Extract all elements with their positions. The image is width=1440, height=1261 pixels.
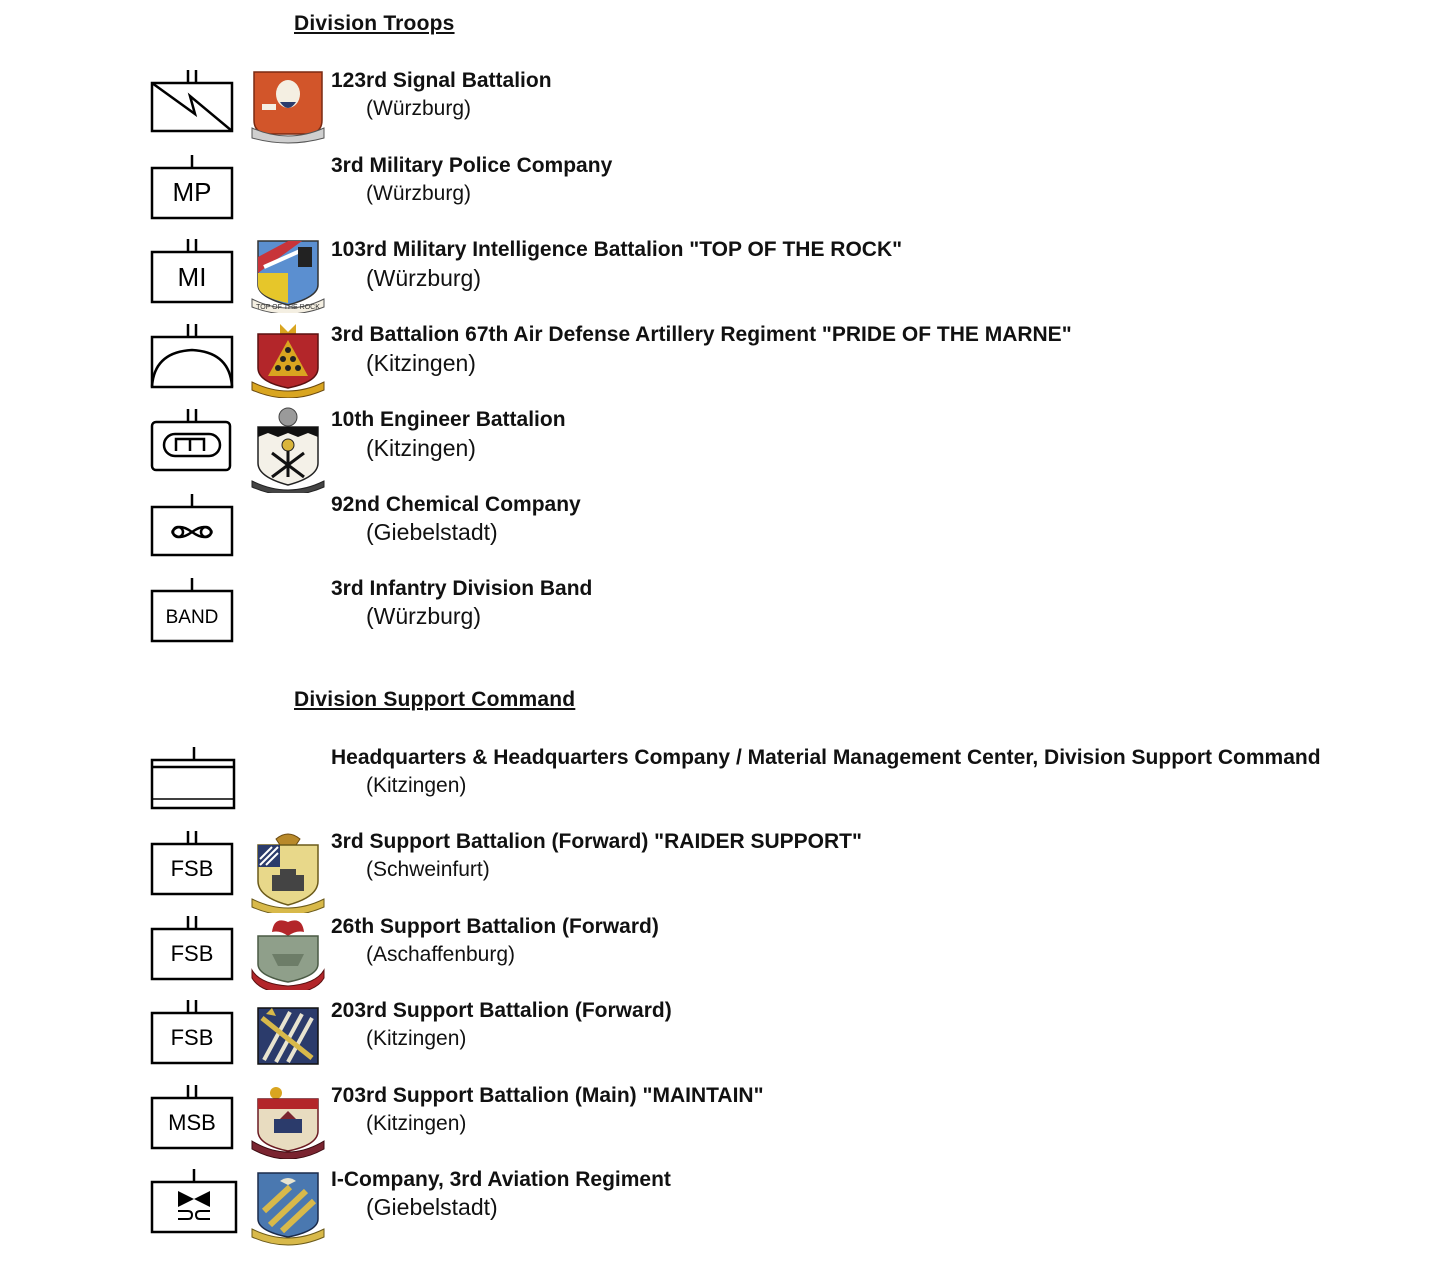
unit-row — [0, 407, 1440, 487]
unit-row — [0, 237, 1440, 317]
unit-location: (Giebelstadt) — [366, 519, 498, 545]
section-heading-division-support-command: Division Support Command — [294, 688, 576, 711]
unit-row — [0, 153, 1440, 233]
unit-location: (Kitzingen) — [366, 350, 476, 376]
section-heading-division-troops: Division Troops — [294, 12, 455, 35]
unit-row — [0, 914, 1440, 994]
unit-row — [0, 576, 1440, 656]
unit-name: 703rd Support Battalion (Main) "MAINTAIN" — [331, 1084, 764, 1107]
signal-battalion-symbol — [150, 68, 240, 148]
unit-name: 3rd Support Battalion (Forward) "RAIDER SUPPORT" — [331, 830, 862, 853]
unit-row — [0, 1167, 1440, 1247]
svg-text:MSB: MSB — [168, 1110, 216, 1135]
unit-name: Headquarters & Headquarters Company / Material Management Center, Division Support Command — [331, 746, 1321, 769]
unit-row — [0, 68, 1440, 148]
signal-battalion-crest-icon — [250, 68, 326, 148]
unit-location: (Kitzingen) — [366, 435, 476, 461]
unit-name: 3rd Battalion 67th Air Defense Artillery Regiment "PRIDE OF THE MARNE" — [331, 323, 1072, 346]
unit-name: 103rd Military Intelligence Battalion "TOP OF THE ROCK" — [331, 238, 903, 261]
svg-text:TOP OF THE ROCK: TOP OF THE ROCK — [256, 304, 320, 311]
unit-name: 123rd Signal Battalion — [331, 69, 552, 92]
svg-text:MP: MP — [172, 177, 212, 207]
forward-support-battalion-symbol — [150, 829, 240, 909]
unit-name: 3rd Military Police Company — [331, 154, 613, 177]
unit-location: (Würzburg) — [366, 182, 472, 205]
military-intelligence-battalion-symbol — [150, 237, 240, 317]
unit-location: (Schweinfurt) — [366, 858, 490, 881]
unit-location: (Giebelstadt) — [366, 1194, 498, 1220]
engineer-battalion-symbol — [150, 407, 240, 487]
unit-location: (Kitzingen) — [366, 774, 467, 797]
unit-row — [0, 745, 1440, 825]
svg-text:BAND: BAND — [165, 607, 219, 628]
engineer-battalion-crest-icon — [250, 407, 326, 487]
unit-location: (Aschaffenburg) — [366, 943, 516, 966]
forward-support-battalion-symbol — [150, 998, 240, 1078]
703rd-support-battalion-crest-icon — [250, 1083, 326, 1163]
unit-name: 3rd Infantry Division Band — [331, 577, 593, 600]
unit-row — [0, 829, 1440, 909]
air-defense-artillery-crest-icon — [250, 322, 326, 402]
svg-text:FSB: FSB — [170, 856, 214, 881]
203rd-support-battalion-crest-icon — [250, 998, 326, 1078]
3rd-support-battalion-crest-icon — [250, 829, 326, 909]
unit-name: I-Company, 3rd Aviation Regiment — [331, 1168, 671, 1191]
aviation-company-symbol — [150, 1167, 240, 1247]
svg-text:FSB: FSB — [170, 941, 214, 966]
unit-location: (Kitzingen) — [366, 1112, 467, 1135]
forward-support-battalion-symbol — [150, 914, 240, 994]
military-intelligence-crest-icon — [250, 237, 326, 317]
unit-location: (Würzburg) — [366, 265, 482, 291]
unit-row — [0, 1083, 1440, 1163]
unit-name: 26th Support Battalion (Forward) — [331, 915, 659, 938]
svg-text:FSB: FSB — [170, 1025, 214, 1050]
unit-row — [0, 322, 1440, 402]
chemical-company-symbol — [150, 492, 240, 572]
military-police-company-symbol — [150, 153, 240, 233]
aviation-regiment-crest-icon — [250, 1167, 326, 1247]
air-defense-artillery-symbol — [150, 322, 240, 402]
unit-location: (Würzburg) — [366, 603, 482, 629]
svg-text:MI: MI — [177, 262, 207, 292]
unit-location: (Kitzingen) — [366, 1027, 467, 1050]
division-band-symbol — [150, 576, 240, 656]
26th-support-battalion-crest-icon — [250, 914, 326, 994]
headquarters-company-symbol — [150, 745, 240, 825]
unit-row — [0, 998, 1440, 1078]
unit-row — [0, 492, 1440, 572]
main-support-battalion-symbol — [150, 1083, 240, 1163]
unit-location: (Würzburg) — [366, 97, 472, 120]
unit-name: 92nd Chemical Company — [331, 493, 581, 516]
unit-name: 10th Engineer Battalion — [331, 408, 566, 431]
unit-name: 203rd Support Battalion (Forward) — [331, 999, 672, 1022]
